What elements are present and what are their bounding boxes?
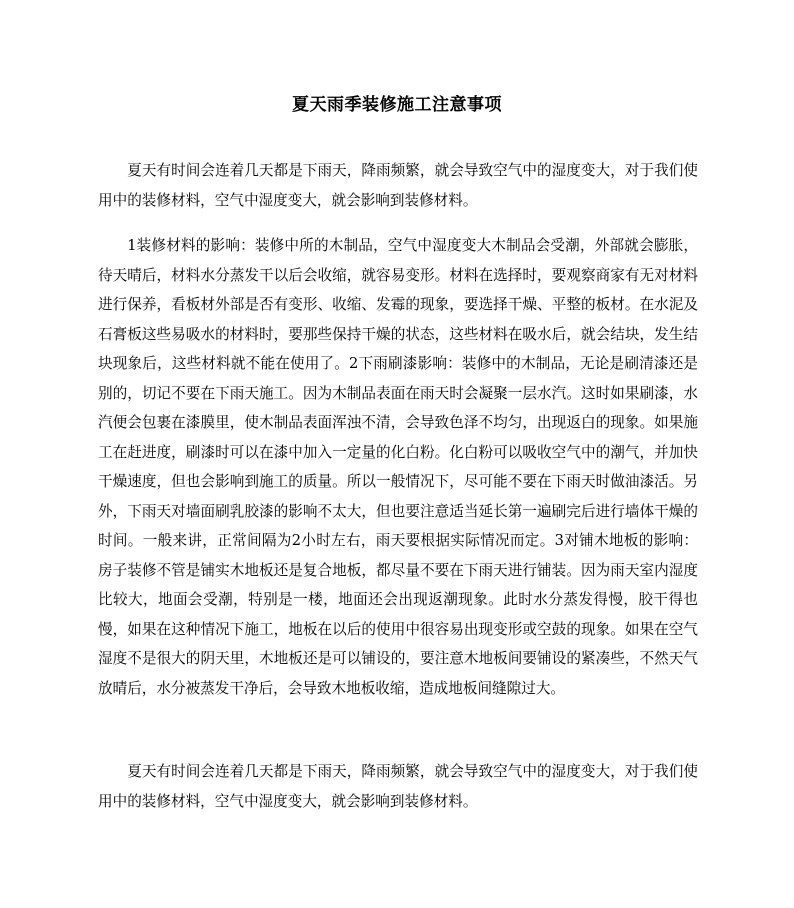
intro-paragraph: 夏天有时间会连着几天都是下雨天，降雨频繁，就会导致空气中的湿度变大，对于我们使用中的装修材料，空气中湿度变大，就会影响到装修材料。 [98, 162, 698, 209]
closing-paragraph: 夏天有时间会连着几天都是下雨天，降雨频繁，就会导致空气中的湿度变大，对于我们使用中的装修材料，空气中湿度变大，就会影响到装修材料。 [98, 763, 698, 810]
document-title: 夏天雨季装修施工注意事项 [292, 95, 502, 115]
body-paragraph: 1装修材料的影响：装修中所的木制品，空气中湿度变大木制品会受潮，外部就会膨胀，待天晴后，材料水分蒸发干以后会收缩，就容易变形。材料在选择时，要观察商家有无对材料进行保养，看板材外部是否有变形、收缩、发霉的现象，要选择干燥、平整的板材。在水泥及石膏板这些易吸水的材料时，要那些保持干燥的状态，这些材料在吸水后，就会结块，发生结块现象后，这些材料就不能在使用了。2下雨刷漆影响：装修中的木制品，无论是刷清漆还是别的，切记不要在下雨天施工。因为木制品表面在雨天时会凝聚一层水汽。这时如果刷漆，水汽便会包裹在漆膜里，使木制品表面浑浊不清，会导致色泽不均匀，出现返白的现象。如果施工在赶进度，刷漆时可以在漆中加入一定量的化白粉。化白粉可以吸收空气中的潮气，并加快干燥速度，但也会影响到施工的质量。所以一般情况下，尽可能不要在下雨天时做油漆活。另外，下雨天对墙面刷乳胶漆的影响不太大，但也要注意适当延长第一遍刷完后进行墙体干燥的时间。一般来讲，正常间隔为2小时左右，雨天要根据实际情况而定。3对铺木地板的影响：房子装修不管是铺实木地板还是复合地板，都尽量不要在下雨天进行铺装。因为雨天室内湿度比较大，地面会受潮，特别是一楼，地面还会出现返潮现象。此时水分蒸发得慢，胶干得也慢，如果在这种情况下施工，地板在以后的使用中很容易出现变形或空鼓的现象。如果在空气湿度不是很大的阴天里，木地板还是可以铺设的，要注意木地板间要铺设的紧凑些，不然天气放晴后，水分被蒸发干净后，会导致木地板收缩，造成地板间缝隙过大。 [98, 237, 698, 697]
